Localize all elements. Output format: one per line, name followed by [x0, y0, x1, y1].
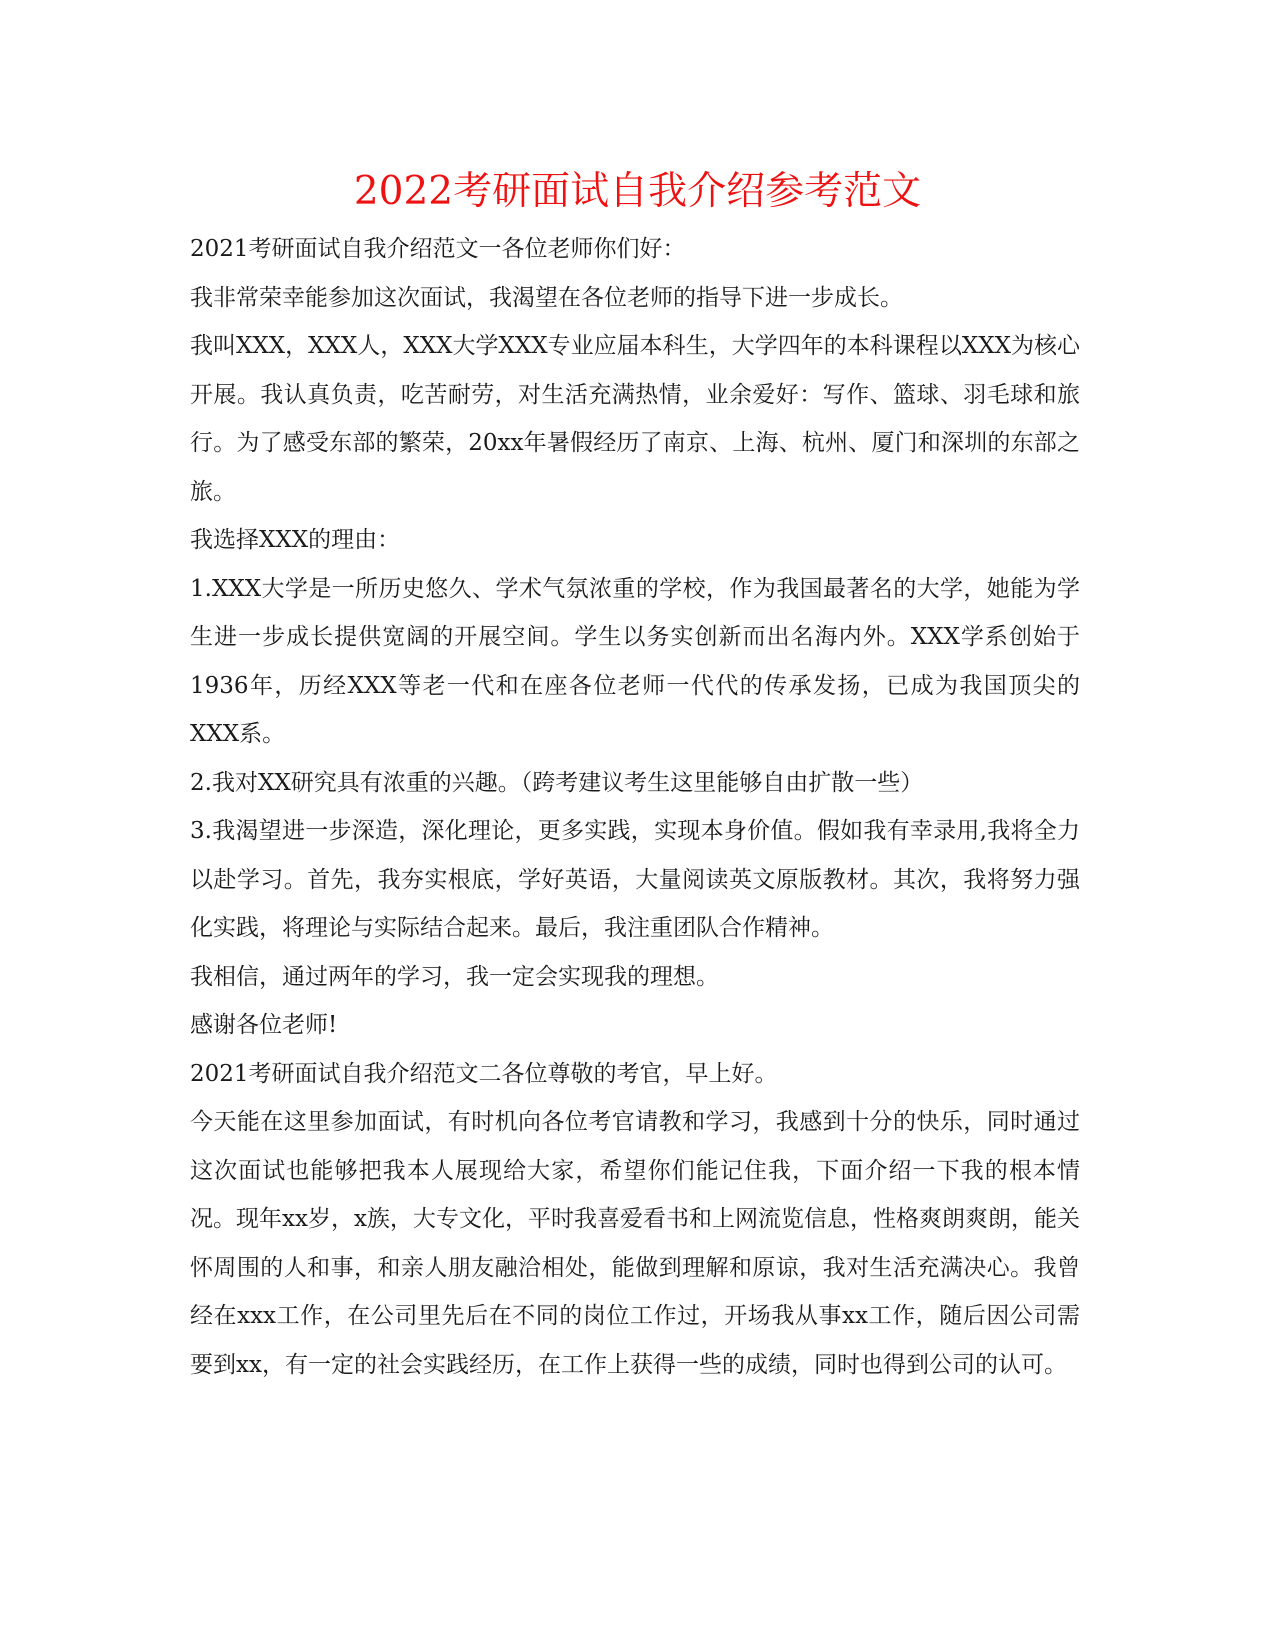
paragraph-10: 2021考研面试自我介绍范文二各位尊敬的考官，早上好。 [190, 1060, 778, 1087]
paragraph-9: 感谢各位老师! [190, 1012, 338, 1038]
paragraph-1: 2021考研面试自我介绍范文一各位老师你们好： [190, 236, 686, 262]
paragraph-6: 2.我对XX研究具有浓重的兴趣。（跨考建议考生这里能够自由扩散一些） [190, 769, 924, 796]
paragraph-5: 1.XXX大学是一所历史悠久、学术气氛浓重的学校，作为我国最著名的大学，她能为学生进一步成长提供宽阔的开展空间。学生以务实创新而出名海内外。XXX学系创始于1936年，历经XXX等老一代和在座各位老师一代代的传承发扬，已成为我国顶尖的XXX系。 [190, 575, 1080, 747]
paragraph-11: 今天能在这里参加面试，有时机向各位考官请教和学习，我感到十分的快乐，同时通过这次面试也能够把我本人展现给大家，希望你们能记住我，下面介绍一下我的根本情况。现年xx岁，x族，大专文化，平时我喜爱看书和上网流览信息，性格爽朗爽朗，能关怀周围的人和事，和亲人朋友融洽相处，能做到理解和原谅，我对生活充满决心。我曾经在xxx工作，在公司里先后在不同的岗位工作过，开场我从事xx工作，随后因公司需要到xx，有一定的社会实践经历，在工作上获得一些的成绩，同时也得到公司的认可。 [190, 1109, 1080, 1378]
document-title: 2022考研面试自我介绍参考范文 [353, 169, 922, 214]
paragraph-3: 我叫XXX，XXX人，XXX大学XXX专业应届本科生，大学四年的本科课程以XXX为核心开展。我认真负责，吃苦耐劳，对生活充满热情，业余爱好：写作、篮球、羽毛球和旅行。为了感受东部的繁荣，20xx年暑假经历了南京、上海、杭州、厦门和深圳的东部之旅。 [190, 333, 1080, 505]
paragraph-7: 3.我渴望进一步深造，深化理论，更多实践，实现本身价值。假如我有幸录用,我将全力以赴学习。首先，我夯实根底，学好英语，大量阅读英文原版教材。其次，我将努力强化实践，将理论与实际结合起来。最后，我注重团队合作精神。 [190, 818, 1080, 941]
paragraph-8: 我相信，通过两年的学习，我一定会实现我的理想。 [190, 963, 719, 990]
paragraph-4: 我选择XXX的理由： [190, 527, 401, 553]
paragraph-2: 我非常荣幸能参加这次面试，我渴望在各位老师的指导下进一步成长。 [190, 284, 903, 311]
document-body [190, 225, 1080, 1389]
